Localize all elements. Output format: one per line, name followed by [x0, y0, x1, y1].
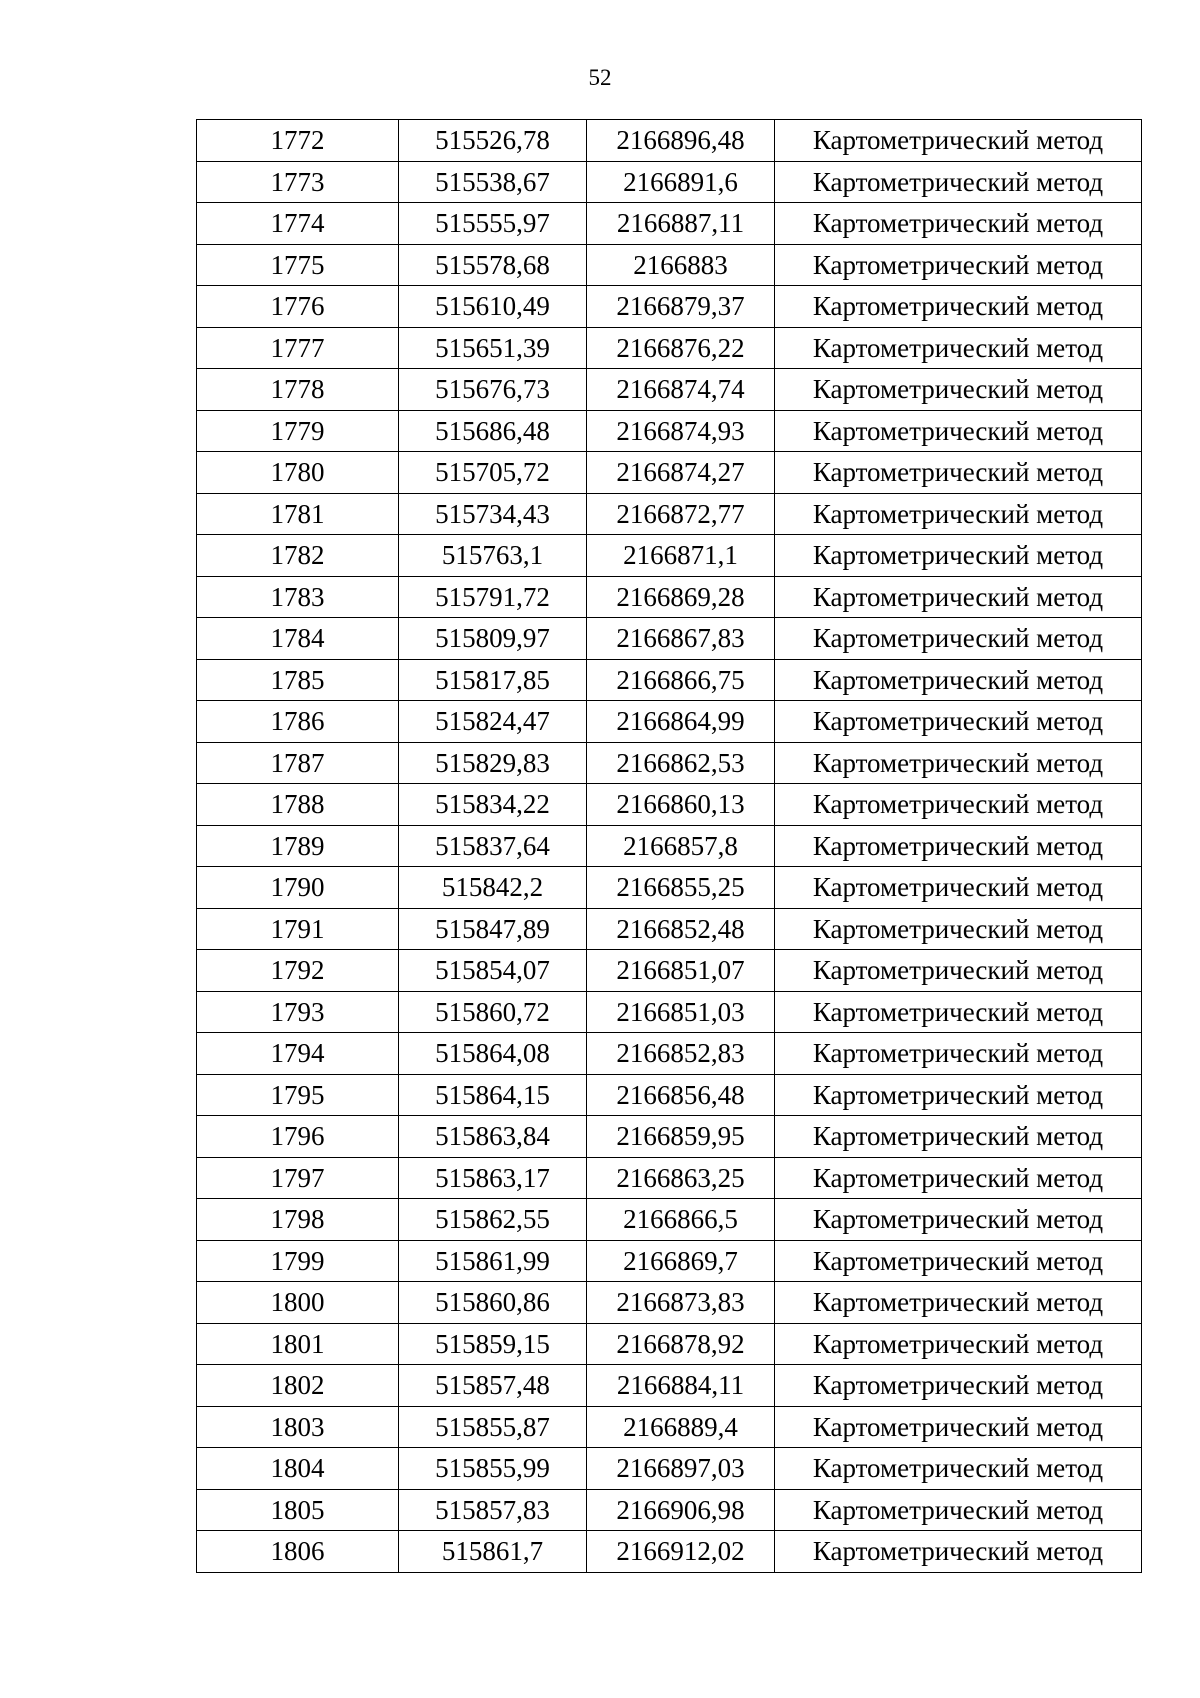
- table-row: [197, 1157, 1142, 1199]
- cell-y-coordinate: 2166860,13: [587, 784, 775, 826]
- cell-x-coordinate: 515857,83: [399, 1489, 587, 1531]
- table-row: [197, 1116, 1142, 1158]
- coordinates-table: [196, 119, 1142, 1573]
- cell-x-coordinate: 515863,84: [399, 1116, 587, 1158]
- cell-y-coordinate: 2166856,48: [587, 1074, 775, 1116]
- table-row: [197, 120, 1142, 162]
- cell-x-coordinate: 515864,15: [399, 1074, 587, 1116]
- cell-y-coordinate: 2166851,07: [587, 950, 775, 992]
- cell-x-coordinate: 515610,49: [399, 286, 587, 328]
- cell-y-coordinate: 2166889,4: [587, 1406, 775, 1448]
- cell-method: Картометрический метод: [775, 120, 1142, 162]
- cell-x-coordinate: 515857,48: [399, 1365, 587, 1407]
- cell-method: Картометрический метод: [775, 908, 1142, 950]
- cell-point-number: 1795: [197, 1074, 399, 1116]
- cell-y-coordinate: 2166866,5: [587, 1199, 775, 1241]
- cell-method: Картометрический метод: [775, 327, 1142, 369]
- cell-x-coordinate: 515864,08: [399, 1033, 587, 1075]
- cell-method: Картометрический метод: [775, 1406, 1142, 1448]
- cell-x-coordinate: 515862,55: [399, 1199, 587, 1241]
- cell-method: Картометрический метод: [775, 1323, 1142, 1365]
- table-row: [197, 784, 1142, 826]
- cell-x-coordinate: 515686,48: [399, 410, 587, 452]
- cell-method: Картометрический метод: [775, 825, 1142, 867]
- cell-method: Картометрический метод: [775, 1448, 1142, 1490]
- table-row: [197, 161, 1142, 203]
- table-row: [197, 659, 1142, 701]
- cell-method: Картометрический метод: [775, 991, 1142, 1033]
- cell-y-coordinate: 2166863,25: [587, 1157, 775, 1199]
- cell-y-coordinate: 2166869,28: [587, 576, 775, 618]
- cell-y-coordinate: 2166887,11: [587, 203, 775, 245]
- cell-method: Картометрический метод: [775, 1033, 1142, 1075]
- cell-point-number: 1798: [197, 1199, 399, 1241]
- table-row: [197, 1282, 1142, 1324]
- table-row: [197, 1240, 1142, 1282]
- cell-method: Картометрический метод: [775, 244, 1142, 286]
- cell-point-number: 1776: [197, 286, 399, 328]
- cell-x-coordinate: 515817,85: [399, 659, 587, 701]
- cell-y-coordinate: 2166874,27: [587, 452, 775, 494]
- cell-point-number: 1788: [197, 784, 399, 826]
- cell-x-coordinate: 515809,97: [399, 618, 587, 660]
- table-row: [197, 410, 1142, 452]
- table-row: [197, 203, 1142, 245]
- cell-method: Картометрический метод: [775, 618, 1142, 660]
- cell-y-coordinate: 2166852,48: [587, 908, 775, 950]
- page-number: 52: [588, 65, 612, 90]
- cell-point-number: 1805: [197, 1489, 399, 1531]
- table-body: [197, 120, 1142, 1573]
- cell-y-coordinate: 2166879,37: [587, 286, 775, 328]
- cell-x-coordinate: 515578,68: [399, 244, 587, 286]
- cell-y-coordinate: 2166867,83: [587, 618, 775, 660]
- cell-method: Картометрический метод: [775, 659, 1142, 701]
- cell-y-coordinate: 2166851,03: [587, 991, 775, 1033]
- cell-y-coordinate: 2166859,95: [587, 1116, 775, 1158]
- cell-y-coordinate: 2166912,02: [587, 1531, 775, 1573]
- cell-method: Картометрический метод: [775, 1157, 1142, 1199]
- cell-method: Картометрический метод: [775, 369, 1142, 411]
- table-row: [197, 1489, 1142, 1531]
- cell-point-number: 1793: [197, 991, 399, 1033]
- cell-point-number: 1786: [197, 701, 399, 743]
- cell-y-coordinate: 2166883: [587, 244, 775, 286]
- cell-method: Картометрический метод: [775, 286, 1142, 328]
- table-row: [197, 1033, 1142, 1075]
- cell-y-coordinate: 2166906,98: [587, 1489, 775, 1531]
- cell-point-number: 1773: [197, 161, 399, 203]
- cell-x-coordinate: 515705,72: [399, 452, 587, 494]
- table-row: [197, 369, 1142, 411]
- cell-point-number: 1787: [197, 742, 399, 784]
- cell-y-coordinate: 2166897,03: [587, 1448, 775, 1490]
- cell-x-coordinate: 515791,72: [399, 576, 587, 618]
- table-row: [197, 452, 1142, 494]
- cell-y-coordinate: 2166874,93: [587, 410, 775, 452]
- cell-point-number: 1780: [197, 452, 399, 494]
- cell-point-number: 1777: [197, 327, 399, 369]
- cell-point-number: 1789: [197, 825, 399, 867]
- cell-x-coordinate: 515847,89: [399, 908, 587, 950]
- cell-x-coordinate: 515854,07: [399, 950, 587, 992]
- table-row: [197, 1323, 1142, 1365]
- cell-y-coordinate: 2166884,11: [587, 1365, 775, 1407]
- cell-point-number: 1775: [197, 244, 399, 286]
- cell-method: Картометрический метод: [775, 1074, 1142, 1116]
- cell-point-number: 1791: [197, 908, 399, 950]
- cell-point-number: 1783: [197, 576, 399, 618]
- cell-y-coordinate: 2166891,6: [587, 161, 775, 203]
- table-row: [197, 576, 1142, 618]
- table-row: [197, 1365, 1142, 1407]
- cell-x-coordinate: 515651,39: [399, 327, 587, 369]
- cell-x-coordinate: 515824,47: [399, 701, 587, 743]
- cell-x-coordinate: 515538,67: [399, 161, 587, 203]
- cell-point-number: 1804: [197, 1448, 399, 1490]
- cell-y-coordinate: 2166857,8: [587, 825, 775, 867]
- cell-point-number: 1790: [197, 867, 399, 909]
- cell-point-number: 1785: [197, 659, 399, 701]
- cell-point-number: 1797: [197, 1157, 399, 1199]
- cell-x-coordinate: 515734,43: [399, 493, 587, 535]
- cell-x-coordinate: 515834,22: [399, 784, 587, 826]
- table-row: [197, 1074, 1142, 1116]
- cell-y-coordinate: 2166869,7: [587, 1240, 775, 1282]
- cell-x-coordinate: 515855,99: [399, 1448, 587, 1490]
- cell-method: Картометрический метод: [775, 1531, 1142, 1573]
- cell-method: Картометрический метод: [775, 1489, 1142, 1531]
- table-row: [197, 950, 1142, 992]
- cell-method: Картометрический метод: [775, 701, 1142, 743]
- cell-point-number: 1803: [197, 1406, 399, 1448]
- cell-point-number: 1784: [197, 618, 399, 660]
- cell-method: Картометрический метод: [775, 1199, 1142, 1241]
- cell-point-number: 1778: [197, 369, 399, 411]
- cell-x-coordinate: 515860,72: [399, 991, 587, 1033]
- cell-y-coordinate: 2166878,92: [587, 1323, 775, 1365]
- cell-method: Картометрический метод: [775, 203, 1142, 245]
- cell-y-coordinate: 2166874,74: [587, 369, 775, 411]
- cell-method: Картометрический метод: [775, 1240, 1142, 1282]
- cell-y-coordinate: 2166872,77: [587, 493, 775, 535]
- cell-point-number: 1781: [197, 493, 399, 535]
- cell-method: Картометрический метод: [775, 576, 1142, 618]
- cell-y-coordinate: 2166852,83: [587, 1033, 775, 1075]
- table-row: [197, 244, 1142, 286]
- cell-point-number: 1802: [197, 1365, 399, 1407]
- cell-method: Картометрический метод: [775, 161, 1142, 203]
- cell-method: Картометрический метод: [775, 1116, 1142, 1158]
- cell-x-coordinate: 515837,64: [399, 825, 587, 867]
- table-row: [197, 327, 1142, 369]
- cell-method: Картометрический метод: [775, 535, 1142, 577]
- cell-x-coordinate: 515829,83: [399, 742, 587, 784]
- cell-y-coordinate: 2166873,83: [587, 1282, 775, 1324]
- cell-method: Картометрический метод: [775, 867, 1142, 909]
- cell-method: Картометрический метод: [775, 1365, 1142, 1407]
- cell-x-coordinate: 515676,73: [399, 369, 587, 411]
- cell-y-coordinate: 2166871,1: [587, 535, 775, 577]
- cell-y-coordinate: 2166866,75: [587, 659, 775, 701]
- cell-point-number: 1800: [197, 1282, 399, 1324]
- cell-x-coordinate: 515526,78: [399, 120, 587, 162]
- cell-x-coordinate: 515555,97: [399, 203, 587, 245]
- cell-x-coordinate: 515842,2: [399, 867, 587, 909]
- table-row: [197, 1199, 1142, 1241]
- table-row: [197, 618, 1142, 660]
- cell-point-number: 1792: [197, 950, 399, 992]
- cell-method: Картометрический метод: [775, 410, 1142, 452]
- cell-method: Картометрический метод: [775, 784, 1142, 826]
- cell-y-coordinate: 2166876,22: [587, 327, 775, 369]
- cell-x-coordinate: 515859,15: [399, 1323, 587, 1365]
- cell-point-number: 1801: [197, 1323, 399, 1365]
- cell-point-number: 1806: [197, 1531, 399, 1573]
- table-row: [197, 991, 1142, 1033]
- table-row: [197, 1406, 1142, 1448]
- cell-x-coordinate: 515863,17: [399, 1157, 587, 1199]
- cell-point-number: 1782: [197, 535, 399, 577]
- cell-point-number: 1794: [197, 1033, 399, 1075]
- table-row: [197, 825, 1142, 867]
- cell-x-coordinate: 515763,1: [399, 535, 587, 577]
- cell-point-number: 1799: [197, 1240, 399, 1282]
- cell-method: Картометрический метод: [775, 452, 1142, 494]
- cell-y-coordinate: 2166896,48: [587, 120, 775, 162]
- table-row: [197, 867, 1142, 909]
- cell-point-number: 1774: [197, 203, 399, 245]
- cell-method: Картометрический метод: [775, 950, 1142, 992]
- cell-x-coordinate: 515861,99: [399, 1240, 587, 1282]
- cell-point-number: 1796: [197, 1116, 399, 1158]
- cell-x-coordinate: 515861,7: [399, 1531, 587, 1573]
- cell-method: Картометрический метод: [775, 493, 1142, 535]
- cell-x-coordinate: 515855,87: [399, 1406, 587, 1448]
- table-row: [197, 535, 1142, 577]
- table-row: [197, 908, 1142, 950]
- table-row: [197, 1448, 1142, 1490]
- table-row: [197, 701, 1142, 743]
- cell-method: Картометрический метод: [775, 1282, 1142, 1324]
- table-row: [197, 1531, 1142, 1573]
- cell-y-coordinate: 2166855,25: [587, 867, 775, 909]
- cell-point-number: 1772: [197, 120, 399, 162]
- cell-method: Картометрический метод: [775, 742, 1142, 784]
- table-row: [197, 286, 1142, 328]
- cell-x-coordinate: 515860,86: [399, 1282, 587, 1324]
- table-row: [197, 493, 1142, 535]
- cell-point-number: 1779: [197, 410, 399, 452]
- cell-y-coordinate: 2166864,99: [587, 701, 775, 743]
- cell-y-coordinate: 2166862,53: [587, 742, 775, 784]
- table-row: [197, 742, 1142, 784]
